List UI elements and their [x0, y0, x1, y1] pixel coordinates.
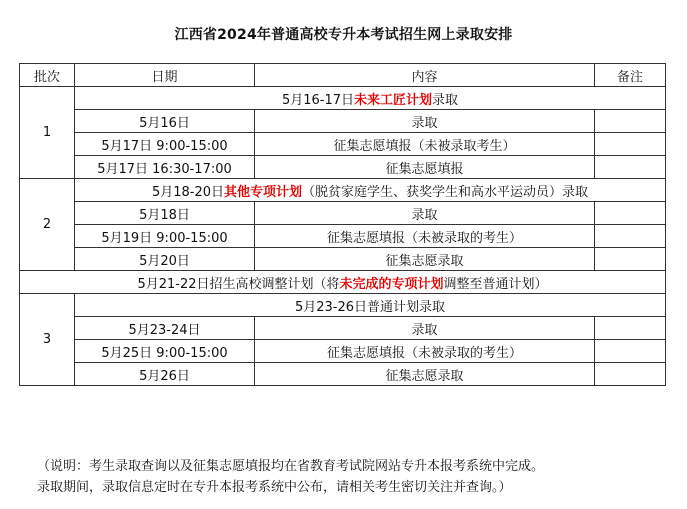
header-content: 内容 [255, 64, 595, 87]
batch-number: 3 [20, 294, 75, 386]
note-line: 录取期间，录取信息定时在专升本报考系统中公布，请相关考生密切关注并查询。） [37, 480, 512, 495]
table-row [20, 248, 666, 271]
remark-cell [595, 225, 666, 248]
summary-text: 调整至普通计划） [443, 276, 548, 292]
content-cell: 录取 [255, 110, 595, 133]
date-cell: 5月17日 9:00-15:00 [75, 133, 255, 156]
table-row [20, 225, 666, 248]
header-date: 日期 [75, 64, 255, 87]
batch-summary [75, 179, 666, 202]
table-row [20, 110, 666, 133]
batch-summary [75, 87, 666, 110]
content-cell: 录取 [255, 202, 595, 225]
remark-cell [595, 156, 666, 179]
summary-highlight: 未来工匠计划 [354, 92, 433, 108]
remark-cell [595, 363, 666, 386]
note-line: （说明：考生录取查询以及征集志愿填报均在省教育考试院网站专升本报考系统中完成。 [37, 459, 545, 474]
remark-cell [595, 248, 666, 271]
header-remark: 备注 [595, 64, 666, 87]
date-cell: 5月18日 [75, 202, 255, 225]
date-cell: 5月25日 9:00-15:00 [75, 340, 255, 363]
batch-number: 1 [20, 87, 75, 179]
content-cell: 征集志愿录取 [255, 363, 595, 386]
content-cell: 征集志愿填报（未被录取的考生） [255, 225, 595, 248]
table-row [20, 133, 666, 156]
summary-text: 录取 [432, 92, 459, 108]
content-cell: 录取 [255, 317, 595, 340]
remark-cell [595, 110, 666, 133]
table-row [20, 363, 666, 386]
batch-number: 2 [20, 179, 75, 271]
admission-schedule-table [19, 63, 666, 386]
table-row [20, 179, 666, 202]
table-row [20, 156, 666, 179]
remark-cell [595, 133, 666, 156]
content-cell: 征集志愿填报（未被录取考生） [255, 133, 595, 156]
date-cell: 5月23-24日 [75, 317, 255, 340]
date-cell: 5月19日 9:00-15:00 [75, 225, 255, 248]
remark-cell [595, 340, 666, 363]
table-row [20, 271, 666, 294]
header-batch: 批次 [20, 64, 75, 87]
date-cell: 5月26日 [75, 363, 255, 386]
summary-text: 5月16-17日 [281, 92, 354, 108]
date-cell: 5月17日 16:30-17:00 [75, 156, 255, 179]
explanation-note [37, 456, 677, 498]
table-header-row [20, 64, 666, 87]
content-cell: 征集志愿填报（未被录取的考生） [255, 340, 595, 363]
table-row [20, 87, 666, 110]
table-row [20, 317, 666, 340]
content-cell: 征集志愿录取 [255, 248, 595, 271]
date-cell: 5月16日 [75, 110, 255, 133]
summary-text: （脱贫家庭学生、获奖学生和高水平运动员）录取 [302, 184, 589, 200]
summary-highlight: 未完成的专项计划 [339, 276, 444, 292]
adjustment-summary [20, 271, 666, 294]
page-title: 江西省2024年普通高校专升本考试招生网上录取安排 [174, 27, 513, 43]
remark-cell [595, 202, 666, 225]
table-row [20, 294, 666, 317]
content-cell: 征集志愿填报 [255, 156, 595, 179]
date-cell: 5月20日 [75, 248, 255, 271]
summary-text: 5月21-22日招生高校调整计划（将 [137, 276, 340, 292]
table-row [20, 202, 666, 225]
summary-highlight: 其他专项计划 [224, 184, 303, 200]
remark-cell [595, 317, 666, 340]
table-row [20, 340, 666, 363]
batch-summary: 5月23-26日普通计划录取 [75, 294, 666, 317]
summary-text: 5月18-20日 [151, 184, 224, 200]
